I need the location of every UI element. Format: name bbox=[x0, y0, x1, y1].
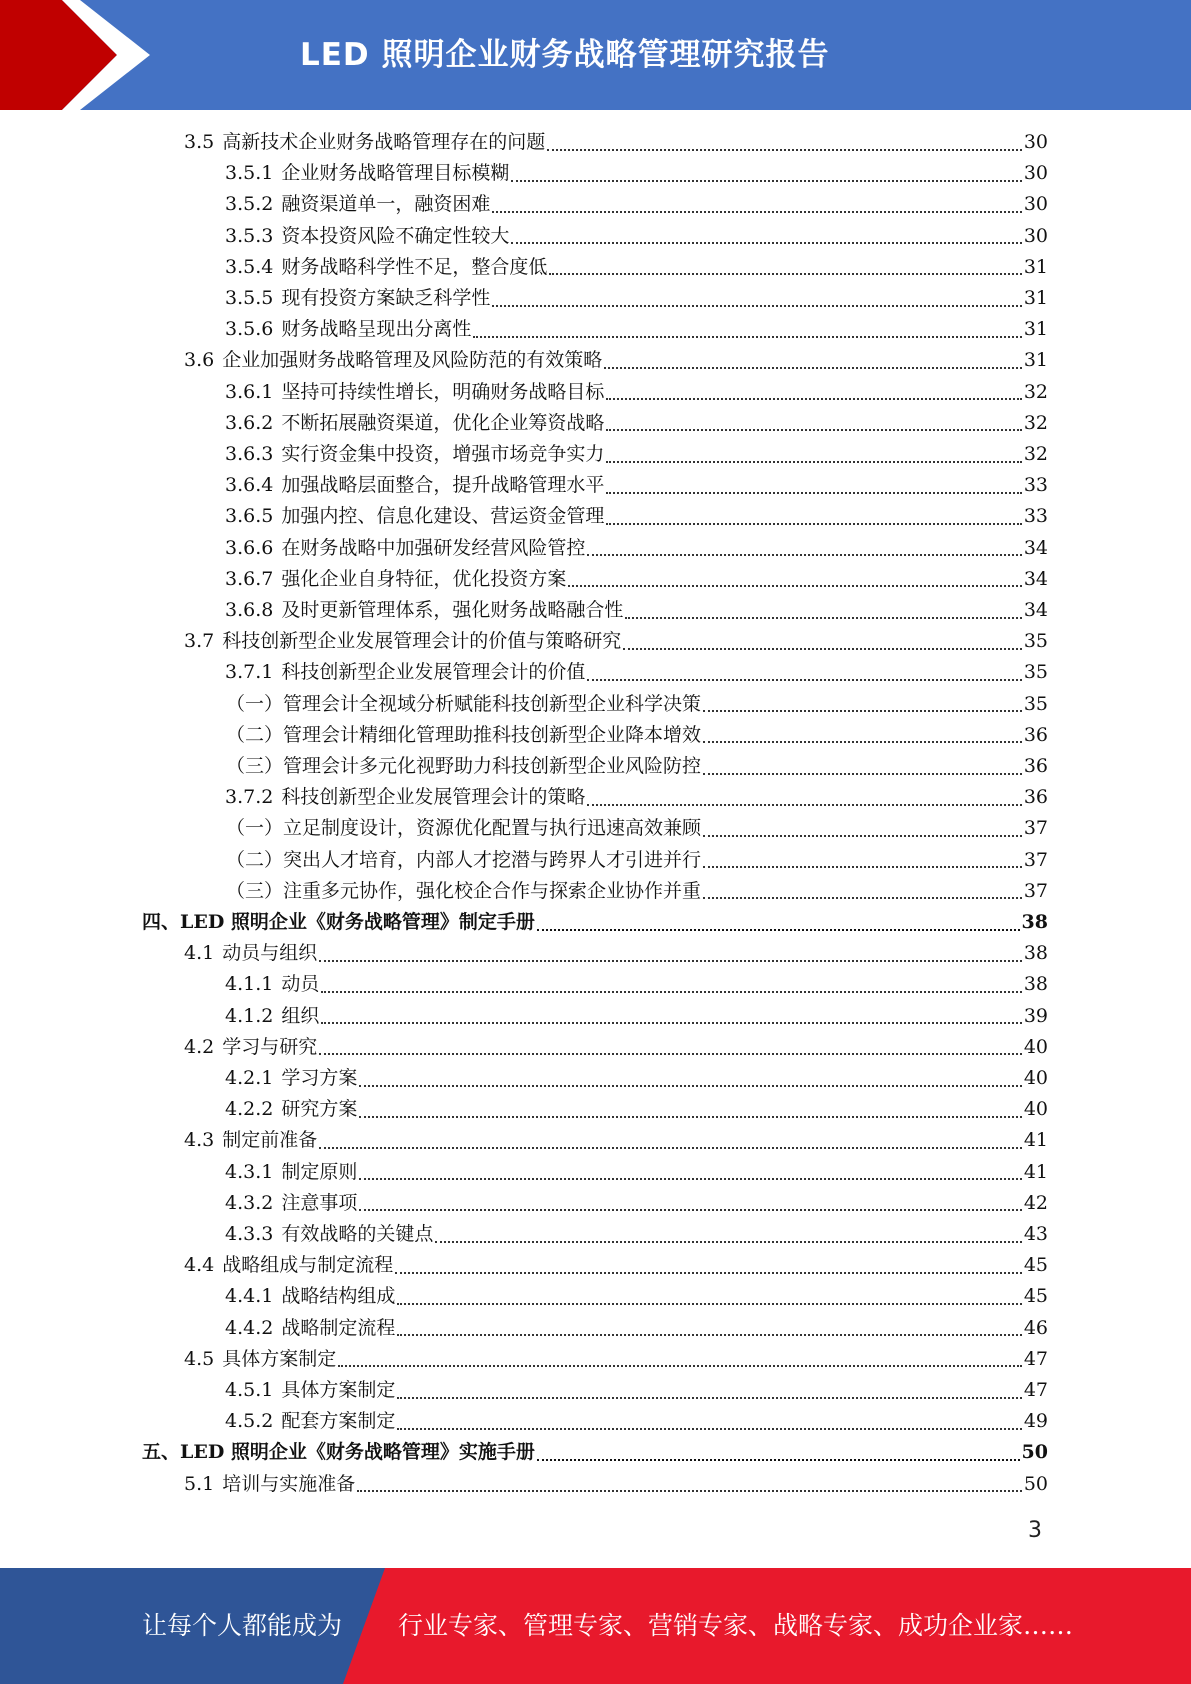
toc-dot-leader bbox=[703, 866, 1022, 868]
toc-entry-title: 有效战略的关键点 bbox=[281, 1223, 434, 1245]
toc-entry-page: 30 bbox=[1023, 193, 1048, 216]
toc-dot-leader bbox=[319, 960, 1022, 962]
toc-entry-number: 3.6.7 bbox=[225, 567, 274, 590]
toc-entry-number: 4.4.2 bbox=[225, 1316, 274, 1339]
toc-entry-number: 4.5.2 bbox=[225, 1410, 274, 1433]
toc-entry-title: 具体方案制定 bbox=[281, 1379, 396, 1401]
toc-entry-number: 4.4.1 bbox=[225, 1285, 274, 1308]
toc-entry-page: 35 bbox=[1023, 692, 1048, 715]
toc-dot-leader bbox=[357, 1490, 1022, 1492]
toc-entry-page: 34 bbox=[1023, 536, 1048, 559]
toc-entry[interactable] bbox=[225, 252, 1048, 283]
toc-entry-title: 战略制定流程 bbox=[281, 1316, 396, 1339]
toc-entry-page: 50 bbox=[1021, 1441, 1048, 1464]
toc-entry-number: 3.6.4 bbox=[225, 474, 274, 497]
toc-entry[interactable] bbox=[225, 564, 1048, 595]
toc-entry[interactable] bbox=[225, 158, 1048, 189]
toc-dot-leader bbox=[395, 1272, 1022, 1274]
toc-entry[interactable] bbox=[226, 751, 1048, 782]
toc-dot-leader bbox=[703, 773, 1022, 775]
toc-entry-page: 49 bbox=[1023, 1410, 1048, 1433]
page-number: 3 bbox=[1028, 1518, 1042, 1543]
toc-entry-title: （三）注重多元协作，强化校企合作与探索企业协作并重 bbox=[226, 879, 702, 902]
toc-dot-leader bbox=[397, 1397, 1021, 1399]
toc-entry-page: 45 bbox=[1023, 1285, 1048, 1308]
toc-entry-page: 38 bbox=[1023, 942, 1048, 965]
toc-dot-leader bbox=[511, 242, 1021, 244]
toc-entry-title: 战略组成与制定流程 bbox=[222, 1254, 394, 1277]
toc-entry[interactable] bbox=[225, 782, 1048, 813]
toc-entry[interactable] bbox=[226, 845, 1048, 876]
toc-dot-leader bbox=[319, 1147, 1022, 1149]
toc-entry-number: 3.6.3 bbox=[225, 443, 274, 465]
toc-entry-number: 3.5.6 bbox=[225, 318, 274, 341]
toc-entry-title: 加强内控、信息化建设、营运资金管理 bbox=[281, 505, 605, 528]
toc-entry-page: 37 bbox=[1023, 817, 1048, 840]
toc-entry[interactable] bbox=[184, 1032, 1048, 1063]
toc-entry-page: 31 bbox=[1023, 287, 1048, 309]
toc-entry-title: 财务战略呈现出分离性 bbox=[281, 318, 472, 341]
toc-dot-leader bbox=[319, 1053, 1022, 1055]
toc-entry-title: 研究方案 bbox=[281, 1098, 358, 1121]
toc-dot-leader bbox=[568, 585, 1021, 587]
toc-entry-number: 4.2 bbox=[184, 1035, 215, 1058]
toc-entry-title: （三）管理会计多元化视野助力科技创新型企业风险防控 bbox=[226, 755, 702, 777]
toc-entry-title: 动员与组织 bbox=[222, 942, 318, 965]
toc-entry[interactable] bbox=[226, 689, 1048, 720]
toc-entry-page: 31 bbox=[1023, 255, 1048, 278]
toc-entry[interactable] bbox=[184, 1344, 1048, 1375]
toc-entry-title: （一）立足制度设计，资源优化配置与执行迅速高效兼顾 bbox=[226, 817, 702, 840]
toc-dot-leader bbox=[359, 1209, 1021, 1211]
toc-entry-page: 34 bbox=[1023, 599, 1048, 621]
toc-entry-page: 33 bbox=[1023, 474, 1048, 497]
toc-dot-leader bbox=[537, 1459, 1020, 1461]
toc-entry-page: 45 bbox=[1023, 1254, 1048, 1277]
toc-entry-number: 3.5.1 bbox=[225, 162, 274, 185]
toc-dot-leader bbox=[321, 1022, 1021, 1024]
toc-entry-title: 不断拓展融资渠道，优化企业筹资战略 bbox=[281, 411, 605, 434]
toc-entry-number: 3.5.3 bbox=[225, 224, 274, 247]
toc-entry-page: 38 bbox=[1021, 911, 1048, 933]
toc-entry[interactable] bbox=[225, 1188, 1048, 1219]
toc-entry-title: 学习与研究 bbox=[222, 1035, 318, 1058]
toc-entry-number: 4.2.2 bbox=[225, 1098, 274, 1121]
toc-entry-title: 注意事项 bbox=[281, 1191, 358, 1214]
toc-entry-number: 4.4 bbox=[184, 1254, 215, 1277]
toc-entry[interactable] bbox=[226, 813, 1048, 844]
toc-dot-leader bbox=[703, 710, 1022, 712]
toc-entry-title: 制定前准备 bbox=[222, 1129, 318, 1152]
toc-entry-page: 43 bbox=[1023, 1223, 1048, 1245]
toc-entry-page: 40 bbox=[1023, 1098, 1048, 1121]
toc-entry[interactable] bbox=[225, 1157, 1048, 1188]
toc-dot-leader bbox=[587, 804, 1021, 806]
toc-entry[interactable] bbox=[226, 720, 1048, 751]
toc-entry-page: 37 bbox=[1023, 879, 1048, 902]
toc-dot-leader bbox=[537, 929, 1020, 931]
toc-entry[interactable] bbox=[142, 1437, 1048, 1468]
toc-entry-title: 战略结构组成 bbox=[281, 1285, 396, 1308]
footer-slogan-right: 行业专家、管理专家、营销专家、战略专家、成功企业家…… bbox=[398, 1611, 1074, 1640]
toc-entry[interactable] bbox=[184, 1469, 1048, 1500]
toc-entry-page: 40 bbox=[1023, 1067, 1048, 1089]
toc-entry-number: 4.3.2 bbox=[225, 1191, 274, 1214]
toc-entry-title: （一）管理会计全视域分析赋能科技创新型企业科学决策 bbox=[226, 692, 702, 715]
toc-entry[interactable] bbox=[225, 1313, 1048, 1344]
toc-entry-number: 4.1.1 bbox=[225, 973, 274, 996]
toc-entry-title: 及时更新管理体系，强化财务战略融合性 bbox=[281, 599, 624, 621]
toc-entry-title: 学习方案 bbox=[281, 1067, 358, 1089]
toc-entry-page: 39 bbox=[1023, 1004, 1048, 1027]
toc-entry-title: 培训与实施准备 bbox=[222, 1472, 356, 1495]
toc-dot-leader bbox=[397, 1334, 1021, 1336]
toc-entry[interactable] bbox=[225, 314, 1048, 345]
toc-dot-leader bbox=[703, 741, 1022, 743]
toc-entry-page: 36 bbox=[1023, 786, 1048, 809]
toc-entry[interactable] bbox=[225, 657, 1048, 688]
toc-entry-number: 3.5.4 bbox=[225, 255, 274, 278]
toc-entry[interactable] bbox=[142, 907, 1048, 938]
toc-entry[interactable] bbox=[225, 595, 1048, 626]
toc-entry-title: 科技创新型企业发展管理会计的策略 bbox=[281, 786, 586, 809]
toc-entry[interactable] bbox=[184, 1250, 1048, 1281]
toc-entry-page: 35 bbox=[1023, 661, 1048, 684]
report-title: LED 照明企业财务战略管理研究报告 bbox=[300, 37, 830, 73]
toc-entry-title: 企业财务战略管理目标模糊 bbox=[281, 162, 510, 185]
toc-entry-number: 3.6.5 bbox=[225, 505, 274, 528]
toc-entry[interactable] bbox=[226, 876, 1048, 907]
toc-entry[interactable] bbox=[184, 1125, 1048, 1156]
toc-entry-number: 3.5 bbox=[184, 131, 215, 153]
toc-entry-page: 40 bbox=[1023, 1035, 1048, 1058]
toc-entry-page: 30 bbox=[1023, 224, 1048, 247]
toc-entry-title: （二）突出人才培育，内部人才挖潜与跨界人才引进并行 bbox=[226, 848, 702, 871]
toc-dot-leader bbox=[703, 835, 1022, 837]
toc-entry-title: 在财务战略中加强研发经营风险管控 bbox=[281, 536, 586, 559]
toc-entry-title: 资本投资风险不确定性较大 bbox=[281, 224, 510, 247]
toc-dot-leader bbox=[492, 305, 1021, 307]
toc-entry-number: 5.1 bbox=[184, 1472, 215, 1495]
toc-dot-leader bbox=[606, 523, 1021, 525]
toc-entry-page: 37 bbox=[1023, 848, 1048, 871]
header-arrow-decoration bbox=[0, 0, 150, 110]
toc-entry-page: 47 bbox=[1023, 1347, 1048, 1370]
toc-dot-leader bbox=[473, 336, 1021, 338]
toc-entry-number: 3.6.6 bbox=[225, 536, 274, 559]
toc-entry-title: （二）管理会计精细化管理助推科技创新型企业降本增效 bbox=[226, 723, 702, 746]
toc-entry[interactable] bbox=[225, 1219, 1048, 1250]
toc-entry-page: 36 bbox=[1023, 755, 1048, 777]
toc-entry[interactable] bbox=[225, 1375, 1048, 1406]
toc-entry-title: 科技创新型企业发展管理会计的价值与策略研究 bbox=[222, 630, 622, 653]
toc-entry-page: 34 bbox=[1023, 567, 1048, 590]
toc-entry-page: 38 bbox=[1023, 973, 1048, 996]
toc-entry-title: 动员 bbox=[281, 973, 320, 996]
toc-entry-page: 41 bbox=[1023, 1160, 1048, 1183]
toc-entry-page: 46 bbox=[1023, 1316, 1048, 1339]
toc-dot-leader bbox=[625, 617, 1021, 619]
toc-entry-number: 3.6 bbox=[184, 349, 215, 372]
toc-dot-leader bbox=[703, 897, 1022, 899]
toc-dot-leader bbox=[397, 1303, 1021, 1305]
toc-entry-title: 企业加强财务战略管理及风险防范的有效策略 bbox=[222, 349, 603, 372]
toc-entry[interactable] bbox=[225, 501, 1048, 532]
toc-dot-leader bbox=[587, 554, 1021, 556]
toc-dot-leader bbox=[338, 1365, 1022, 1367]
toc-entry-number: 4.5.1 bbox=[225, 1379, 274, 1401]
toc-dot-leader bbox=[359, 1085, 1021, 1087]
toc-entry[interactable] bbox=[225, 221, 1048, 252]
toc-entry-page: 32 bbox=[1023, 380, 1048, 403]
toc-entry-page: 36 bbox=[1023, 723, 1048, 746]
toc-entry[interactable] bbox=[225, 1094, 1048, 1125]
toc-entry-title: 高新技术企业财务战略管理存在的问题 bbox=[222, 131, 546, 153]
toc-entry-number: 4.5 bbox=[184, 1347, 215, 1370]
toc-entry[interactable] bbox=[225, 1281, 1048, 1312]
toc-entry-number: 3.7.1 bbox=[225, 661, 274, 684]
toc-dot-leader bbox=[492, 211, 1021, 213]
toc-entry[interactable] bbox=[225, 969, 1048, 1000]
toc-entry-page: 50 bbox=[1023, 1472, 1048, 1495]
toc-entry-title: 制定原则 bbox=[281, 1160, 358, 1183]
toc-entry-number: 4.3.1 bbox=[225, 1160, 274, 1183]
toc-dot-leader bbox=[604, 367, 1022, 369]
toc-entry[interactable] bbox=[184, 626, 1048, 657]
toc-entry-title: 财务战略科学性不足，整合度低 bbox=[281, 255, 548, 278]
toc-dot-leader bbox=[359, 1178, 1021, 1180]
toc-dot-leader bbox=[606, 398, 1021, 400]
toc-dot-leader bbox=[587, 679, 1021, 681]
toc-entry[interactable] bbox=[184, 127, 1048, 158]
toc-entry-number: 3.7 bbox=[184, 630, 215, 653]
toc-entry-page: 31 bbox=[1023, 349, 1048, 372]
toc-dot-leader bbox=[321, 991, 1021, 993]
page-header bbox=[0, 0, 1191, 110]
toc-entry-page: 33 bbox=[1023, 505, 1048, 528]
toc-entry[interactable] bbox=[225, 408, 1048, 439]
toc-entry-number: 3.6.2 bbox=[225, 411, 274, 434]
toc-entry[interactable] bbox=[225, 470, 1048, 501]
toc-entry[interactable] bbox=[225, 283, 1048, 314]
toc-entry-number: 3.5.5 bbox=[225, 287, 274, 309]
toc-entry-number: 4.3 bbox=[184, 1129, 215, 1152]
toc-entry-page: 31 bbox=[1023, 318, 1048, 341]
toc-entry-title: 具体方案制定 bbox=[222, 1347, 337, 1370]
toc-entry[interactable] bbox=[184, 345, 1048, 376]
toc-entry-number: 3.5.2 bbox=[225, 193, 274, 216]
toc-entry[interactable] bbox=[225, 439, 1048, 470]
toc-entry-page: 41 bbox=[1023, 1129, 1048, 1152]
toc-entry[interactable] bbox=[225, 189, 1048, 220]
toc-entry-page: 35 bbox=[1023, 630, 1048, 653]
toc-entry-page: 30 bbox=[1023, 162, 1048, 185]
toc-entry-number: 4.1.2 bbox=[225, 1004, 274, 1027]
toc-entry-title: 加强战略层面整合，提升战略管理水平 bbox=[281, 474, 605, 497]
footer-slogan-left: 让每个人都能成为 bbox=[142, 1611, 343, 1640]
toc-dot-leader bbox=[359, 1116, 1021, 1118]
toc-entry-page: 32 bbox=[1023, 411, 1048, 434]
toc-entry-title: 现有投资方案缺乏科学性 bbox=[281, 287, 491, 309]
toc-entry[interactable] bbox=[184, 938, 1048, 969]
toc-dot-leader bbox=[547, 149, 1022, 151]
toc-entry[interactable] bbox=[225, 533, 1048, 564]
toc-dot-leader bbox=[623, 648, 1022, 650]
toc-entry-page: 47 bbox=[1023, 1379, 1048, 1401]
toc-entry-number: 3.6.1 bbox=[225, 380, 274, 403]
toc-dot-leader bbox=[606, 461, 1021, 463]
toc-entry-title: 强化企业自身特征，优化投资方案 bbox=[281, 567, 567, 590]
toc-entry-title: 坚持可持续性增长，明确财务战略目标 bbox=[281, 380, 605, 403]
toc-entry[interactable] bbox=[225, 1001, 1048, 1032]
toc-entry-title: 组织 bbox=[281, 1004, 320, 1027]
toc-entry-page: 30 bbox=[1023, 131, 1048, 153]
toc-entry-page: 42 bbox=[1023, 1191, 1048, 1214]
toc-entry[interactable] bbox=[225, 1063, 1048, 1094]
page-footer bbox=[0, 1568, 1191, 1684]
toc-entry-title: 科技创新型企业发展管理会计的价值 bbox=[281, 661, 586, 684]
toc-entry[interactable] bbox=[225, 377, 1048, 408]
toc-entry-title: 配套方案制定 bbox=[281, 1410, 396, 1433]
toc-entry-number: 3.7.2 bbox=[225, 786, 274, 809]
toc-entry[interactable] bbox=[225, 1406, 1048, 1437]
toc-entry-title: 融资渠道单一，融资困难 bbox=[281, 193, 491, 216]
toc-entry-number: 3.6.8 bbox=[225, 599, 274, 621]
toc-dot-leader bbox=[397, 1428, 1021, 1430]
toc-entry-title: 五、LED 照明企业《财务战略管理》实施手册 bbox=[142, 1441, 535, 1464]
toc-entry-title: 实行资金集中投资，增强市场竞争实力 bbox=[281, 443, 605, 465]
toc-entry-title: 四、LED 照明企业《财务战略管理》制定手册 bbox=[142, 911, 535, 933]
toc-entry-number: 4.1 bbox=[184, 942, 215, 965]
toc-dot-leader bbox=[549, 273, 1021, 275]
toc-dot-leader bbox=[435, 1241, 1021, 1243]
toc-dot-leader bbox=[606, 492, 1021, 494]
toc-dot-leader bbox=[511, 180, 1021, 182]
toc-entry-number: 4.2.1 bbox=[225, 1067, 274, 1089]
toc-entry-number: 4.3.3 bbox=[225, 1223, 274, 1245]
toc-entry-page: 32 bbox=[1023, 443, 1048, 465]
toc-dot-leader bbox=[606, 429, 1021, 431]
